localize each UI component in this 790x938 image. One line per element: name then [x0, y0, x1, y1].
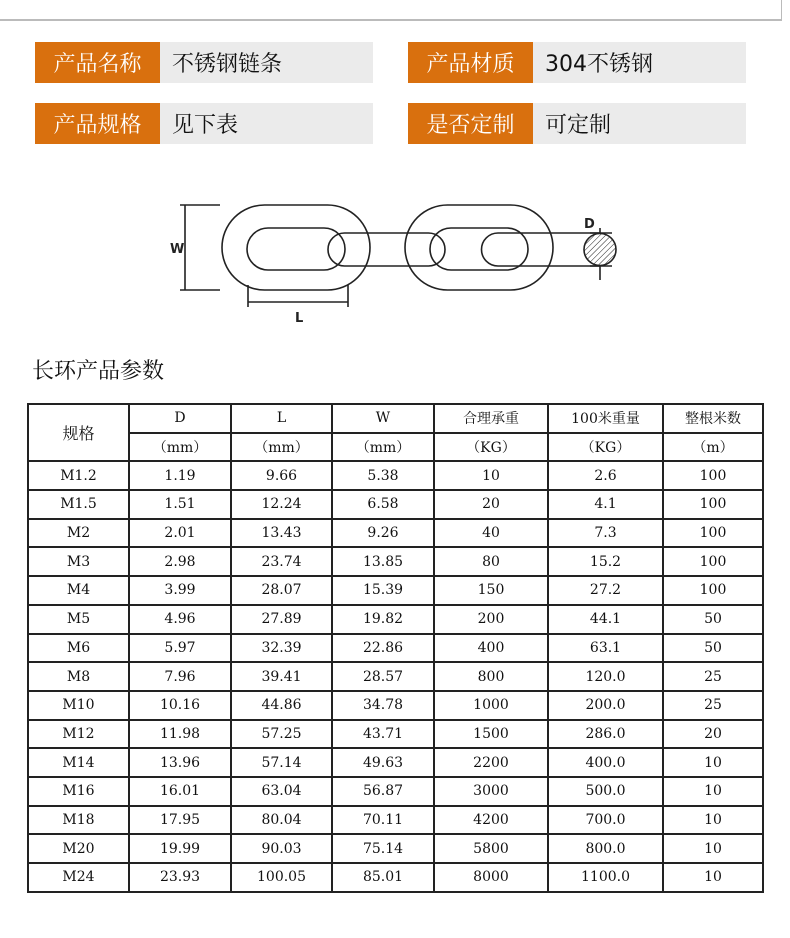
table-cell: 23.74	[231, 547, 332, 576]
table-cell: 32.39	[231, 634, 332, 663]
table-row	[28, 748, 763, 777]
table-cell: 20	[434, 490, 548, 519]
l-label: L	[295, 311, 304, 326]
table-cell: 63.1	[548, 634, 663, 663]
table-cell: 56.87	[332, 777, 434, 806]
table-cell: 800.0	[548, 834, 663, 863]
unit-cell: （KG）	[434, 433, 548, 462]
info-product-name	[35, 42, 373, 83]
table-cell: 10	[663, 777, 763, 806]
table-cell: 34.78	[332, 691, 434, 720]
table-cell: 10	[663, 863, 763, 892]
table-cell: 10	[434, 461, 548, 490]
table-cell: 1.51	[129, 490, 231, 519]
table-cell: 57.25	[231, 720, 332, 749]
table-row	[28, 834, 763, 863]
table-cell: 4200	[434, 806, 548, 835]
table-row	[28, 547, 763, 576]
w-label: W	[170, 242, 185, 257]
table-cell: M2	[28, 519, 129, 548]
table-cell: 13.96	[129, 748, 231, 777]
table-cell: 1000	[434, 691, 548, 720]
table-cell: M20	[28, 834, 129, 863]
table-cell: 200.0	[548, 691, 663, 720]
table-cell: 85.01	[332, 863, 434, 892]
spec-table	[27, 403, 764, 893]
table-cell: 50	[663, 634, 763, 663]
table-cell: 20	[663, 720, 763, 749]
table-cell: 100	[663, 547, 763, 576]
unit-cell: （mm）	[129, 433, 231, 462]
table-cell: 10	[663, 748, 763, 777]
info-custom	[408, 103, 746, 144]
table-cell: 8000	[434, 863, 548, 892]
table-cell: 3.99	[129, 576, 231, 605]
table-cell: M1.2	[28, 461, 129, 490]
table-cell: 50	[663, 605, 763, 634]
table-cell: 44.86	[231, 691, 332, 720]
info-label: 是否定制	[408, 103, 533, 144]
info-value: 不锈钢链条	[160, 42, 373, 83]
table-row	[28, 691, 763, 720]
header-row	[28, 404, 763, 433]
table-cell: 2.01	[129, 519, 231, 548]
table-cell: 200	[434, 605, 548, 634]
header-cell: 100米重量	[548, 404, 663, 433]
unit-cell: （mm）	[332, 433, 434, 462]
table-row	[28, 461, 763, 490]
table-cell: 3000	[434, 777, 548, 806]
unit-row	[28, 433, 763, 462]
table-cell: 100	[663, 490, 763, 519]
table-cell: 80.04	[231, 806, 332, 835]
table-cell: 27.89	[231, 605, 332, 634]
unit-cell: （m）	[663, 433, 763, 462]
table-row	[28, 576, 763, 605]
header-cell: L	[231, 404, 332, 433]
table-row	[28, 806, 763, 835]
table-row	[28, 605, 763, 634]
table-cell: M8	[28, 662, 129, 691]
table-cell: 15.39	[332, 576, 434, 605]
table-cell: 500.0	[548, 777, 663, 806]
table-cell: M12	[28, 720, 129, 749]
table-cell: 4.1	[548, 490, 663, 519]
table-cell: 40	[434, 519, 548, 548]
table-cell: 150	[434, 576, 548, 605]
table-cell: 49.63	[332, 748, 434, 777]
table-cell: M1.5	[28, 490, 129, 519]
table-cell: M10	[28, 691, 129, 720]
table-cell: 10	[663, 834, 763, 863]
header-cell: D	[129, 404, 231, 433]
table-cell: 100	[663, 519, 763, 548]
table-cell: 70.11	[332, 806, 434, 835]
table-cell: 100	[663, 576, 763, 605]
info-spec	[35, 103, 373, 144]
table-cell: 9.66	[231, 461, 332, 490]
table-row	[28, 863, 763, 892]
table-cell: 2200	[434, 748, 548, 777]
header-spec: 规格	[28, 404, 129, 461]
table-cell: 9.26	[332, 519, 434, 548]
table-cell: 28.07	[231, 576, 332, 605]
d-label: D	[584, 217, 595, 232]
table-cell: 90.03	[231, 834, 332, 863]
table-cell: M24	[28, 863, 129, 892]
table-cell: 75.14	[332, 834, 434, 863]
table-cell: 5800	[434, 834, 548, 863]
unit-cell: （KG）	[548, 433, 663, 462]
table-cell: 7.96	[129, 662, 231, 691]
table-cell: 16.01	[129, 777, 231, 806]
table-cell: 6.58	[332, 490, 434, 519]
table-row	[28, 490, 763, 519]
table-cell: 12.24	[231, 490, 332, 519]
info-material	[408, 42, 746, 83]
table-cell: 10	[663, 806, 763, 835]
table-cell: 2.98	[129, 547, 231, 576]
table-cell: 800	[434, 662, 548, 691]
table-cell: 5.38	[332, 461, 434, 490]
table-cell: 13.43	[231, 519, 332, 548]
header-cell: 整根米数	[663, 404, 763, 433]
table-cell: 11.98	[129, 720, 231, 749]
table-cell: 19.82	[332, 605, 434, 634]
table-cell: 100	[663, 461, 763, 490]
info-value: 304不锈钢	[533, 42, 746, 83]
section-title: 长环产品参数	[32, 359, 165, 384]
table-row	[28, 634, 763, 663]
table-cell: 1.19	[129, 461, 231, 490]
table-cell: 44.1	[548, 605, 663, 634]
table-cell: 39.41	[231, 662, 332, 691]
table-cell: 13.85	[332, 547, 434, 576]
info-value: 见下表	[160, 103, 373, 144]
table-cell: 19.99	[129, 834, 231, 863]
table-cell: M18	[28, 806, 129, 835]
table-cell: 120.0	[548, 662, 663, 691]
table-cell: M5	[28, 605, 129, 634]
table-cell: 28.57	[332, 662, 434, 691]
table-cell: 400	[434, 634, 548, 663]
info-label: 产品规格	[35, 103, 160, 144]
table-cell: 1500	[434, 720, 548, 749]
table-cell: 7.3	[548, 519, 663, 548]
table-cell: 25	[663, 691, 763, 720]
table-cell: 15.2	[548, 547, 663, 576]
info-value: 可定制	[533, 103, 746, 144]
table-cell: 286.0	[548, 720, 663, 749]
header-cell: 合理承重	[434, 404, 548, 433]
table-cell: 700.0	[548, 806, 663, 835]
table-cell: 17.95	[129, 806, 231, 835]
table-cell: 23.93	[129, 863, 231, 892]
info-label: 产品材质	[408, 42, 533, 83]
table-cell: M6	[28, 634, 129, 663]
table-cell: 2.6	[548, 461, 663, 490]
info-label: 产品名称	[35, 42, 160, 83]
table-row	[28, 720, 763, 749]
header-cell: W	[332, 404, 434, 433]
table-cell: 5.97	[129, 634, 231, 663]
table-cell: 22.86	[332, 634, 434, 663]
table-row	[28, 777, 763, 806]
table-cell: 27.2	[548, 576, 663, 605]
table-cell: 400.0	[548, 748, 663, 777]
table-cell: M14	[28, 748, 129, 777]
table-row	[28, 662, 763, 691]
table-cell: 80	[434, 547, 548, 576]
table-cell: M3	[28, 547, 129, 576]
chain-diagram	[0, 190, 790, 330]
table-cell: 1100.0	[548, 863, 663, 892]
table-cell: 43.71	[332, 720, 434, 749]
top-frame	[0, 0, 782, 21]
table-cell: 100.05	[231, 863, 332, 892]
table-cell: M16	[28, 777, 129, 806]
table-cell: 57.14	[231, 748, 332, 777]
table-cell: 10.16	[129, 691, 231, 720]
table-row	[28, 519, 763, 548]
table-cell: 25	[663, 662, 763, 691]
table-cell: M4	[28, 576, 129, 605]
unit-cell: （mm）	[231, 433, 332, 462]
table-cell: 63.04	[231, 777, 332, 806]
table-cell: 4.96	[129, 605, 231, 634]
